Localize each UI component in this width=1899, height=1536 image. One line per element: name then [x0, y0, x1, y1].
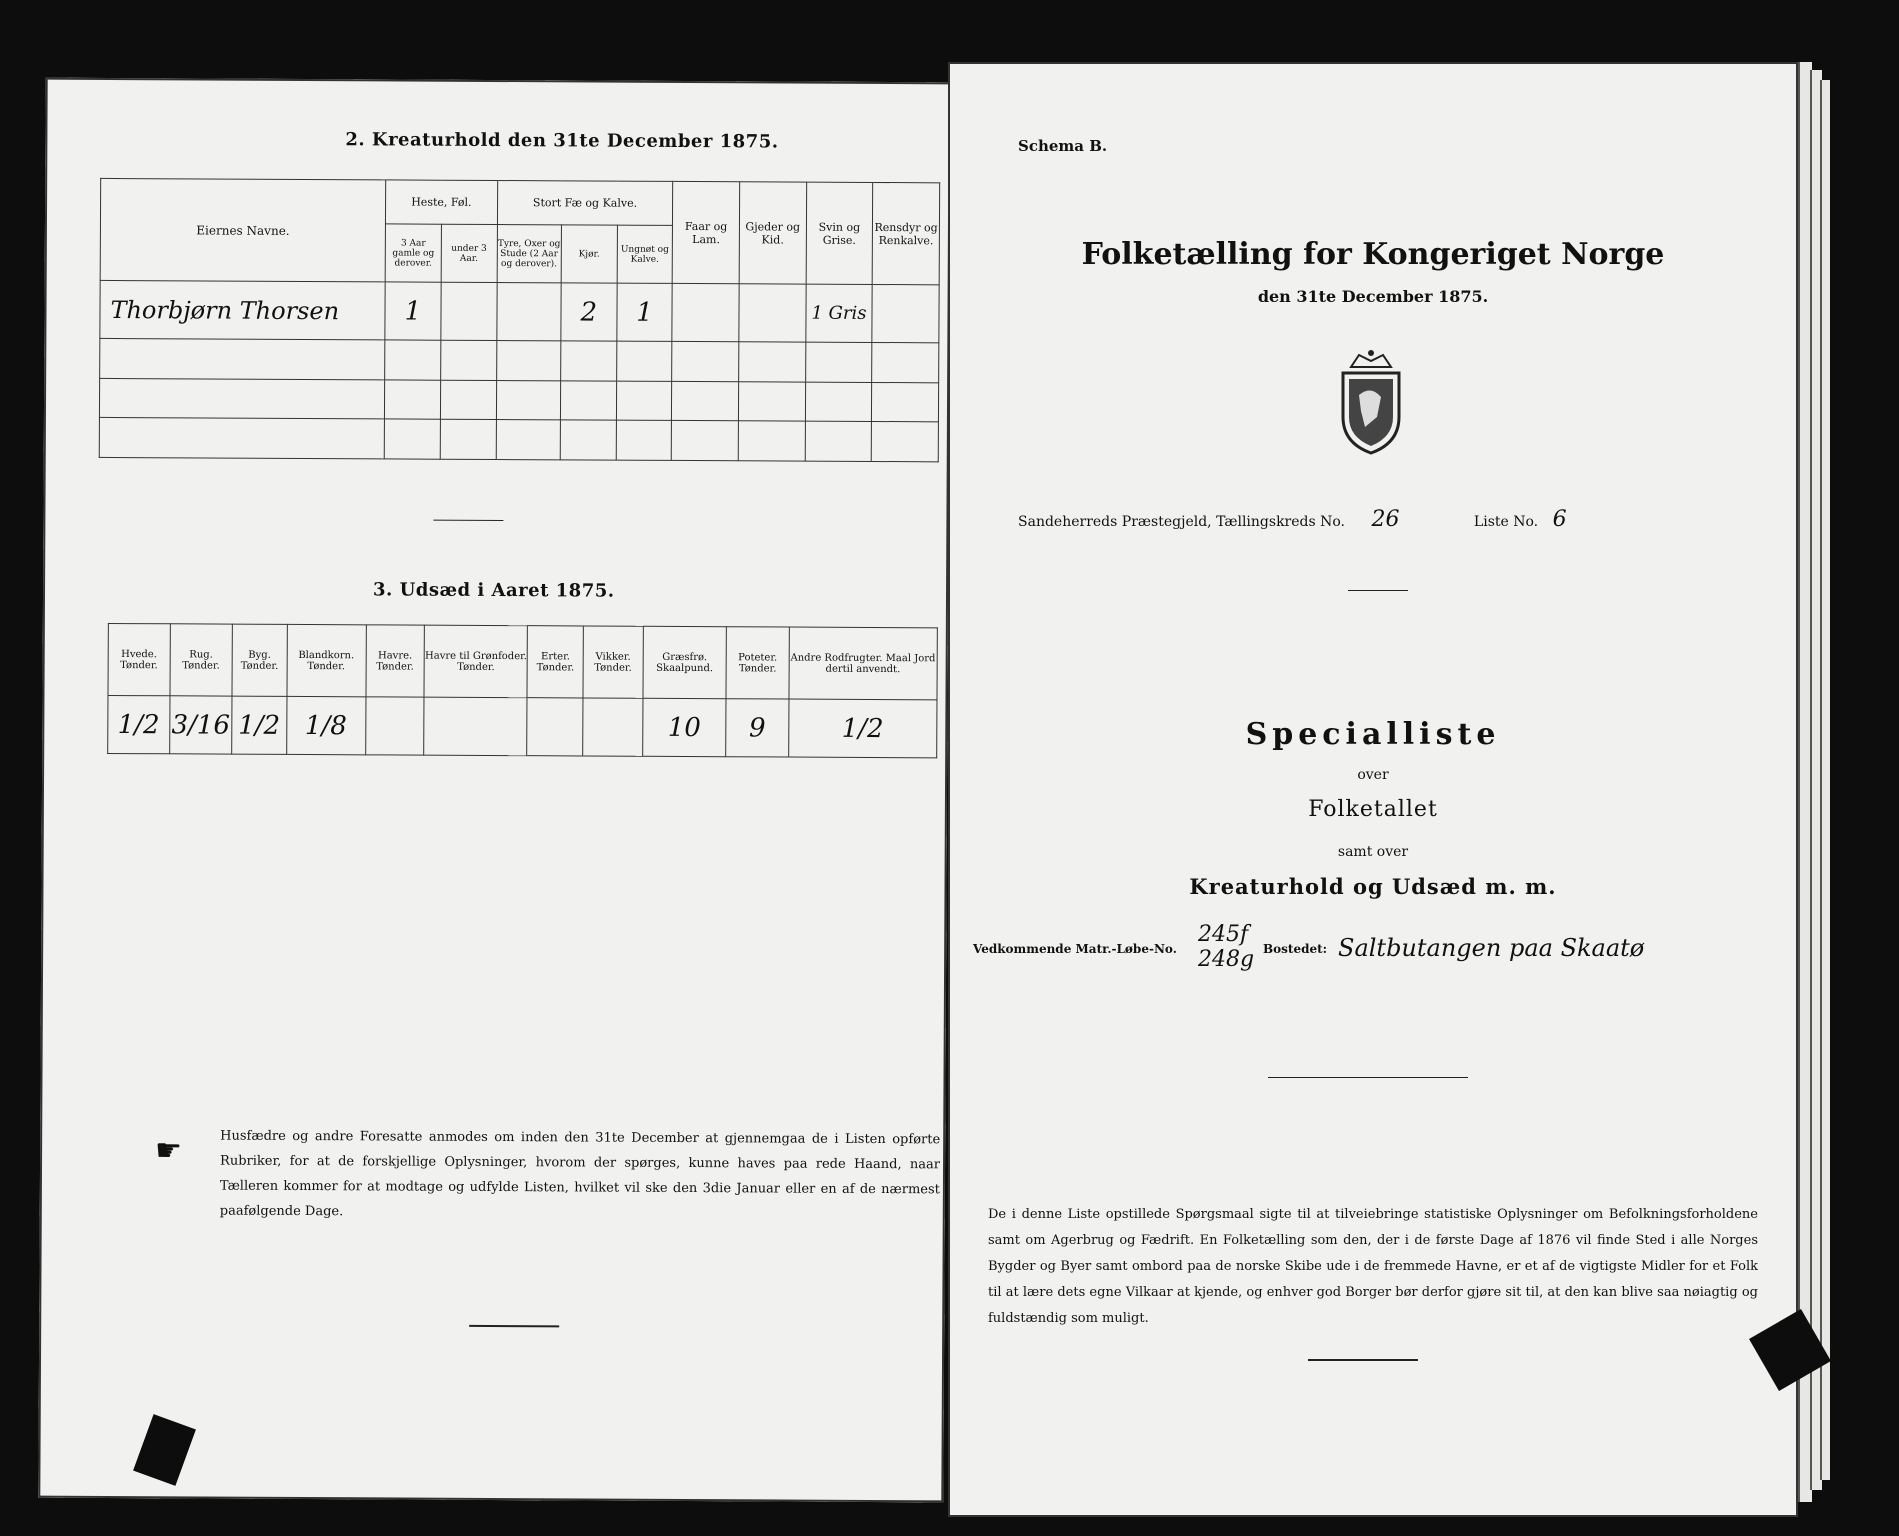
grass-seed-cell: 10 [642, 698, 726, 756]
over-text: over [1357, 767, 1389, 783]
section3-title: 3. Udsæd i Aaret 1875. [372, 579, 615, 602]
young-cattle-header: Ungnøt og Kalve. [617, 225, 673, 283]
horses-group-header: Heste, Føl. [386, 180, 498, 225]
horses-3plus-cell: 1 [385, 282, 441, 340]
divider [433, 520, 503, 521]
notice-text: Husfædre og andre Foresatte anmodes om inden den 31te December at gjennemgaa de i Listen opførte Rubriker, for at de forskjellige Oplysninger, hvorom der spørges, kunne haves paa rede Haand, naar Tælleren kommer for at modtage og udfylde Listen, hvilket vil ske den 3die Januar eller en af de nærmest paafølgende Dage. [219, 1128, 941, 1220]
root-crops-cell: 1/2 [788, 699, 937, 758]
sheep-header: Faar og Lam. [673, 181, 740, 284]
matr-number-2: 248g [1198, 947, 1255, 972]
sheep-cell [672, 284, 739, 342]
kreaturhold-title: Kreaturhold og Udsæd m. m. [1189, 874, 1557, 899]
goats-header: Gjeder og Kid. [739, 182, 806, 285]
schema-label: Schema B. [1018, 137, 1108, 155]
barley-header: Byg. Tønder. [232, 624, 287, 696]
parish-line [1018, 507, 1567, 532]
bosted-value: Saltbutangen paa Skaatø [1338, 934, 1645, 962]
cows-cell: 2 [561, 283, 617, 341]
root-crops-header: Andre Rodfrugter. Maal Jord dertil anvendt. [789, 627, 938, 700]
horses-under3-header: under 3 Aar. [441, 224, 497, 282]
owner-cell: Thorbjørn Thorsen [100, 281, 385, 341]
pigs-header: Svin og Grise. [806, 182, 873, 285]
specialliste-title: Specialliste [1245, 717, 1501, 752]
cattle-group-header: Stort Fæ og Kalve. [497, 181, 673, 226]
divider [1348, 590, 1408, 591]
page-edge [1820, 80, 1830, 1480]
potatoes-cell: 9 [726, 699, 788, 757]
horses-3plus-header: 3 Aar gamle og derover. [385, 224, 441, 282]
wheat-cell: 1/2 [108, 695, 170, 753]
peas-header: Erter. Tønder. [527, 626, 583, 698]
reindeer-header: Rensdyr og Renkalve. [872, 182, 939, 285]
matr-number-1: 245f [1198, 922, 1249, 947]
livestock-table [99, 178, 940, 462]
bosted-label: Bostedet: [1263, 942, 1328, 956]
mixed-grain-cell: 1/8 [286, 696, 365, 754]
matr-label: Vedkommende Matr.-Løbe-No. [973, 942, 1177, 956]
main-title: Folketælling for Kongeriget Norge [1081, 237, 1665, 272]
mixed-grain-header: Blandkorn. Tønder. [287, 624, 366, 696]
table-row [99, 378, 938, 422]
pointing-hand-icon: ☛ [155, 1133, 183, 1169]
folketallet-text: Folketallet [1308, 797, 1438, 822]
table-row [108, 695, 937, 757]
bulls-header: Tyre, Oxer og Stude (2 Aar og derover). [497, 225, 562, 283]
grass-seed-header: Græsfrø. Skaalpund. [643, 626, 727, 698]
right-page [948, 62, 1798, 1517]
barley-cell: 1/2 [232, 696, 287, 754]
goats-cell [739, 284, 806, 342]
table-row [100, 339, 939, 383]
norway-coat-of-arms-icon [1331, 347, 1411, 457]
pigs-cell: 1 Gris [805, 284, 872, 342]
main-subtitle: den 31te December 1875. [1257, 287, 1489, 306]
cows-header: Kjør. [561, 225, 617, 283]
oats-header: Havre. Tønder. [366, 625, 425, 697]
wheat-header: Hvede. Tønder. [108, 623, 170, 695]
parish-label: Sandeherreds Præstegjeld, Tællingskreds No. [1018, 514, 1346, 530]
vetch-header: Vikker. Tønder. [583, 626, 643, 698]
intro-text: De i denne Liste opstillede Spørgsmaal sigte til at tilveiebringe statistiske Oplysninger om Befolkningsforholdene samt om Agerbrug og Fædrift. En Folketælling som den, der i de første Dage af 1876 vil finde Sted i alle Norges Bygder og Byer samt ombord paa de norske Skibe ude i de fremmede Havne, er et af de vigtigste Midler for et Folk til at lære dets egne Vilkaar at kjende, og enhver god Borger bør derfor gjøre sit til, at den kan blive saa nøiagtig og fuldstændig som muligt. [988, 1207, 1758, 1326]
rye-cell: 3/16 [169, 696, 232, 754]
young-cattle-cell: 1 [617, 283, 673, 341]
horses-under3-cell [441, 283, 497, 341]
samt-over-text: samt over [1337, 844, 1409, 860]
vetch-cell [583, 698, 643, 756]
seed-table [107, 623, 938, 758]
divider [469, 1325, 559, 1327]
kreds-number: 26 [1371, 507, 1400, 532]
divider [1268, 1077, 1468, 1078]
oats-cell [365, 697, 424, 755]
reindeer-cell [872, 285, 939, 343]
potatoes-header: Poteter. Tønder. [726, 627, 789, 699]
liste-label: Liste No. [1473, 514, 1539, 530]
liste-number: 6 [1552, 507, 1567, 532]
table-row [100, 281, 939, 344]
peas-cell [527, 698, 583, 756]
divider [1308, 1359, 1418, 1361]
table-row [99, 418, 938, 462]
left-page [38, 78, 950, 1503]
owner-header: Eiernes Navne. [100, 178, 386, 282]
bulls-cell [496, 283, 561, 341]
oats-fodder-header: Havre til Grønfoder. Tønder. [424, 625, 527, 698]
rye-header: Rug. Tønder. [170, 624, 233, 696]
oats-fodder-cell [424, 697, 527, 756]
section2-title: 2. Kreaturhold den 31te December 1875. [345, 129, 779, 153]
